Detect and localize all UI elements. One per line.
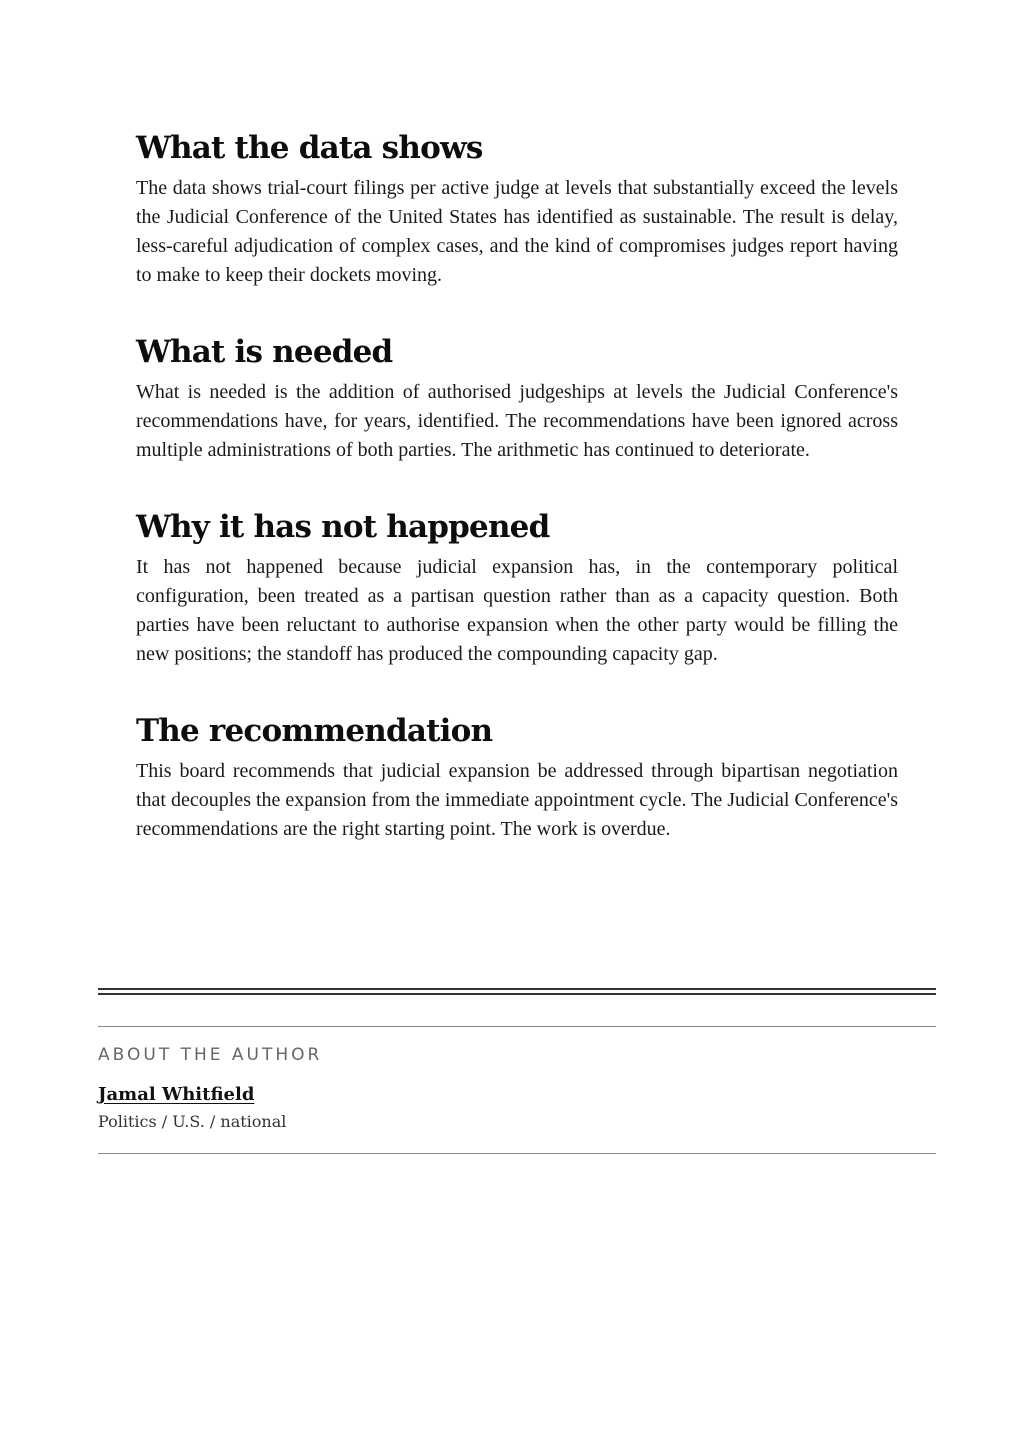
article-body: [136, 128, 898, 844]
author-name-link[interactable]: Jamal Whitfield: [98, 1084, 255, 1105]
about-author-heading: ABOUT THE AUTHOR: [98, 1045, 323, 1065]
section-heading: The recommendation: [136, 713, 493, 749]
section-paragraph: What is needed is the addition of authorised judgeships at levels the Judicial Conference's recommendations have, for years, identified. The recommendations have been ignored across multiple administrations of both parties. The arithmetic has continued to deteriorate.: [136, 381, 898, 461]
section-paragraph: The data shows trial-court filings per active judge at levels that substantially exceed the levels the Judicial Conference of the United States has identified as sustainable. The result is delay, less-careful adjudication of complex cases, and the kind of compromises judges report having to make to keep their dockets moving.: [136, 177, 898, 286]
article-end-divider: [98, 988, 936, 995]
section-data-shows: [136, 128, 898, 290]
section-what-is-needed: [136, 332, 898, 465]
author-meta: Politics / U.S. / national: [98, 1112, 287, 1131]
section-heading: Why it has not happened: [136, 509, 550, 545]
section-why-not-happened: [136, 507, 898, 669]
section-heading: What is needed: [136, 334, 393, 370]
section-paragraph: This board recommends that judicial expansion be addressed through bipartisan negotiation that decouples the expansion from the immediate appointment cycle. The Judicial Conference's recommendations are the right starting point. The work is overdue.: [136, 760, 898, 840]
about-author-box: [98, 1026, 936, 1154]
section-paragraph: It has not happened because judicial expansion has, in the contemporary political configuration, been treated as a partisan question rather than as a capacity question. Both parties have been reluctant to authorise expansion when the other party would be filling the new positions; the standoff has produced the compounding capacity gap.: [136, 556, 898, 665]
section-heading: What the data shows: [136, 130, 483, 166]
section-recommendation: [136, 711, 898, 844]
